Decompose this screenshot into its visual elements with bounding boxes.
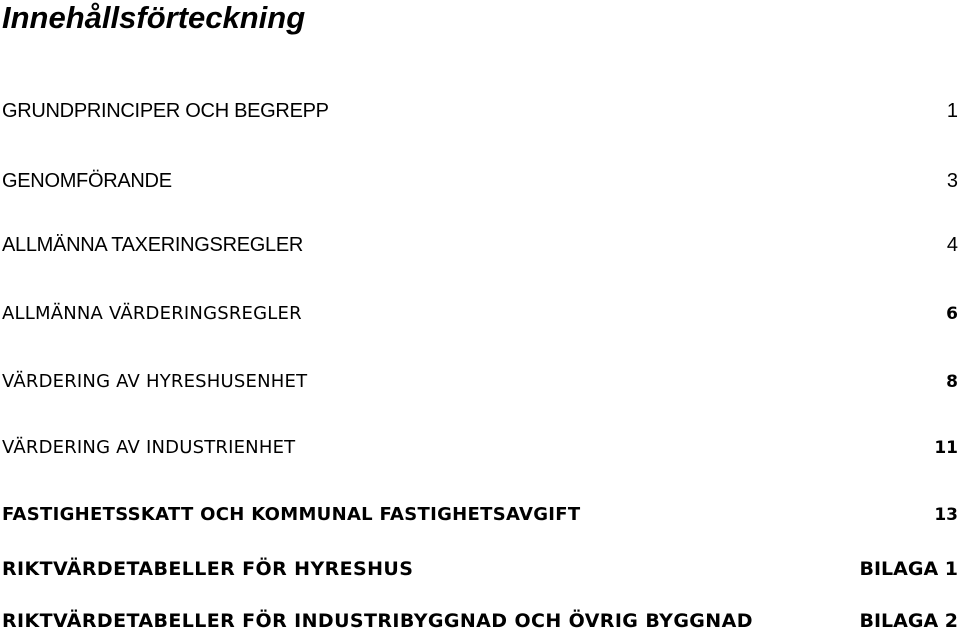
page-title: Innehållsförteckning [2, 0, 306, 35]
toc-entry-label: RIKTVÄRDETABELLER FÖR INDUSTRIBYGGNAD OCH ÖVRIG BYGGNAD [2, 610, 753, 632]
toc-entry-label: ALLMÄNNA TAXERINGSREGLER [2, 234, 304, 256]
toc-entry-page: 1 [946, 100, 958, 122]
toc-entry-label: ALLMÄNNA VÄRDERINGSREGLER [2, 303, 302, 324]
toc-entry [2, 303, 958, 324]
toc-entry-page: 8 [946, 372, 958, 392]
toc-entry-label: VÄRDERING AV INDUSTRIENHET [2, 437, 296, 458]
toc-entry-page: 11 [934, 438, 958, 458]
toc-entry-page: 13 [934, 505, 958, 525]
toc-entry [2, 100, 958, 123]
toc-entry-label: RIKTVÄRDETABELLER FÖR HYRESHUS [2, 558, 414, 580]
toc-entry-label: GENOMFÖRANDE [2, 170, 172, 192]
toc-entry [2, 558, 958, 580]
toc-entry-page: 6 [946, 304, 958, 324]
toc-entry-page: BILAGA 1 [859, 558, 958, 580]
toc-entry-label: VÄRDERING AV HYRESHUSENHET [2, 371, 308, 392]
toc-entry [2, 234, 958, 257]
toc-entry [2, 371, 958, 392]
toc-entry [2, 610, 958, 632]
toc-entry-page: 3 [946, 170, 958, 192]
toc-entry [2, 170, 958, 193]
toc-entry-page: 4 [946, 234, 958, 256]
toc-entry-label: FASTIGHETSSKATT OCH KOMMUNAL FASTIGHETSAVGIFT [2, 504, 581, 525]
toc-entry [2, 437, 958, 458]
toc-entry [2, 504, 958, 525]
toc-entry-label: GRUNDPRINCIPER OCH BEGREPP [2, 100, 329, 122]
toc-entry-page: BILAGA 2 [859, 610, 958, 632]
